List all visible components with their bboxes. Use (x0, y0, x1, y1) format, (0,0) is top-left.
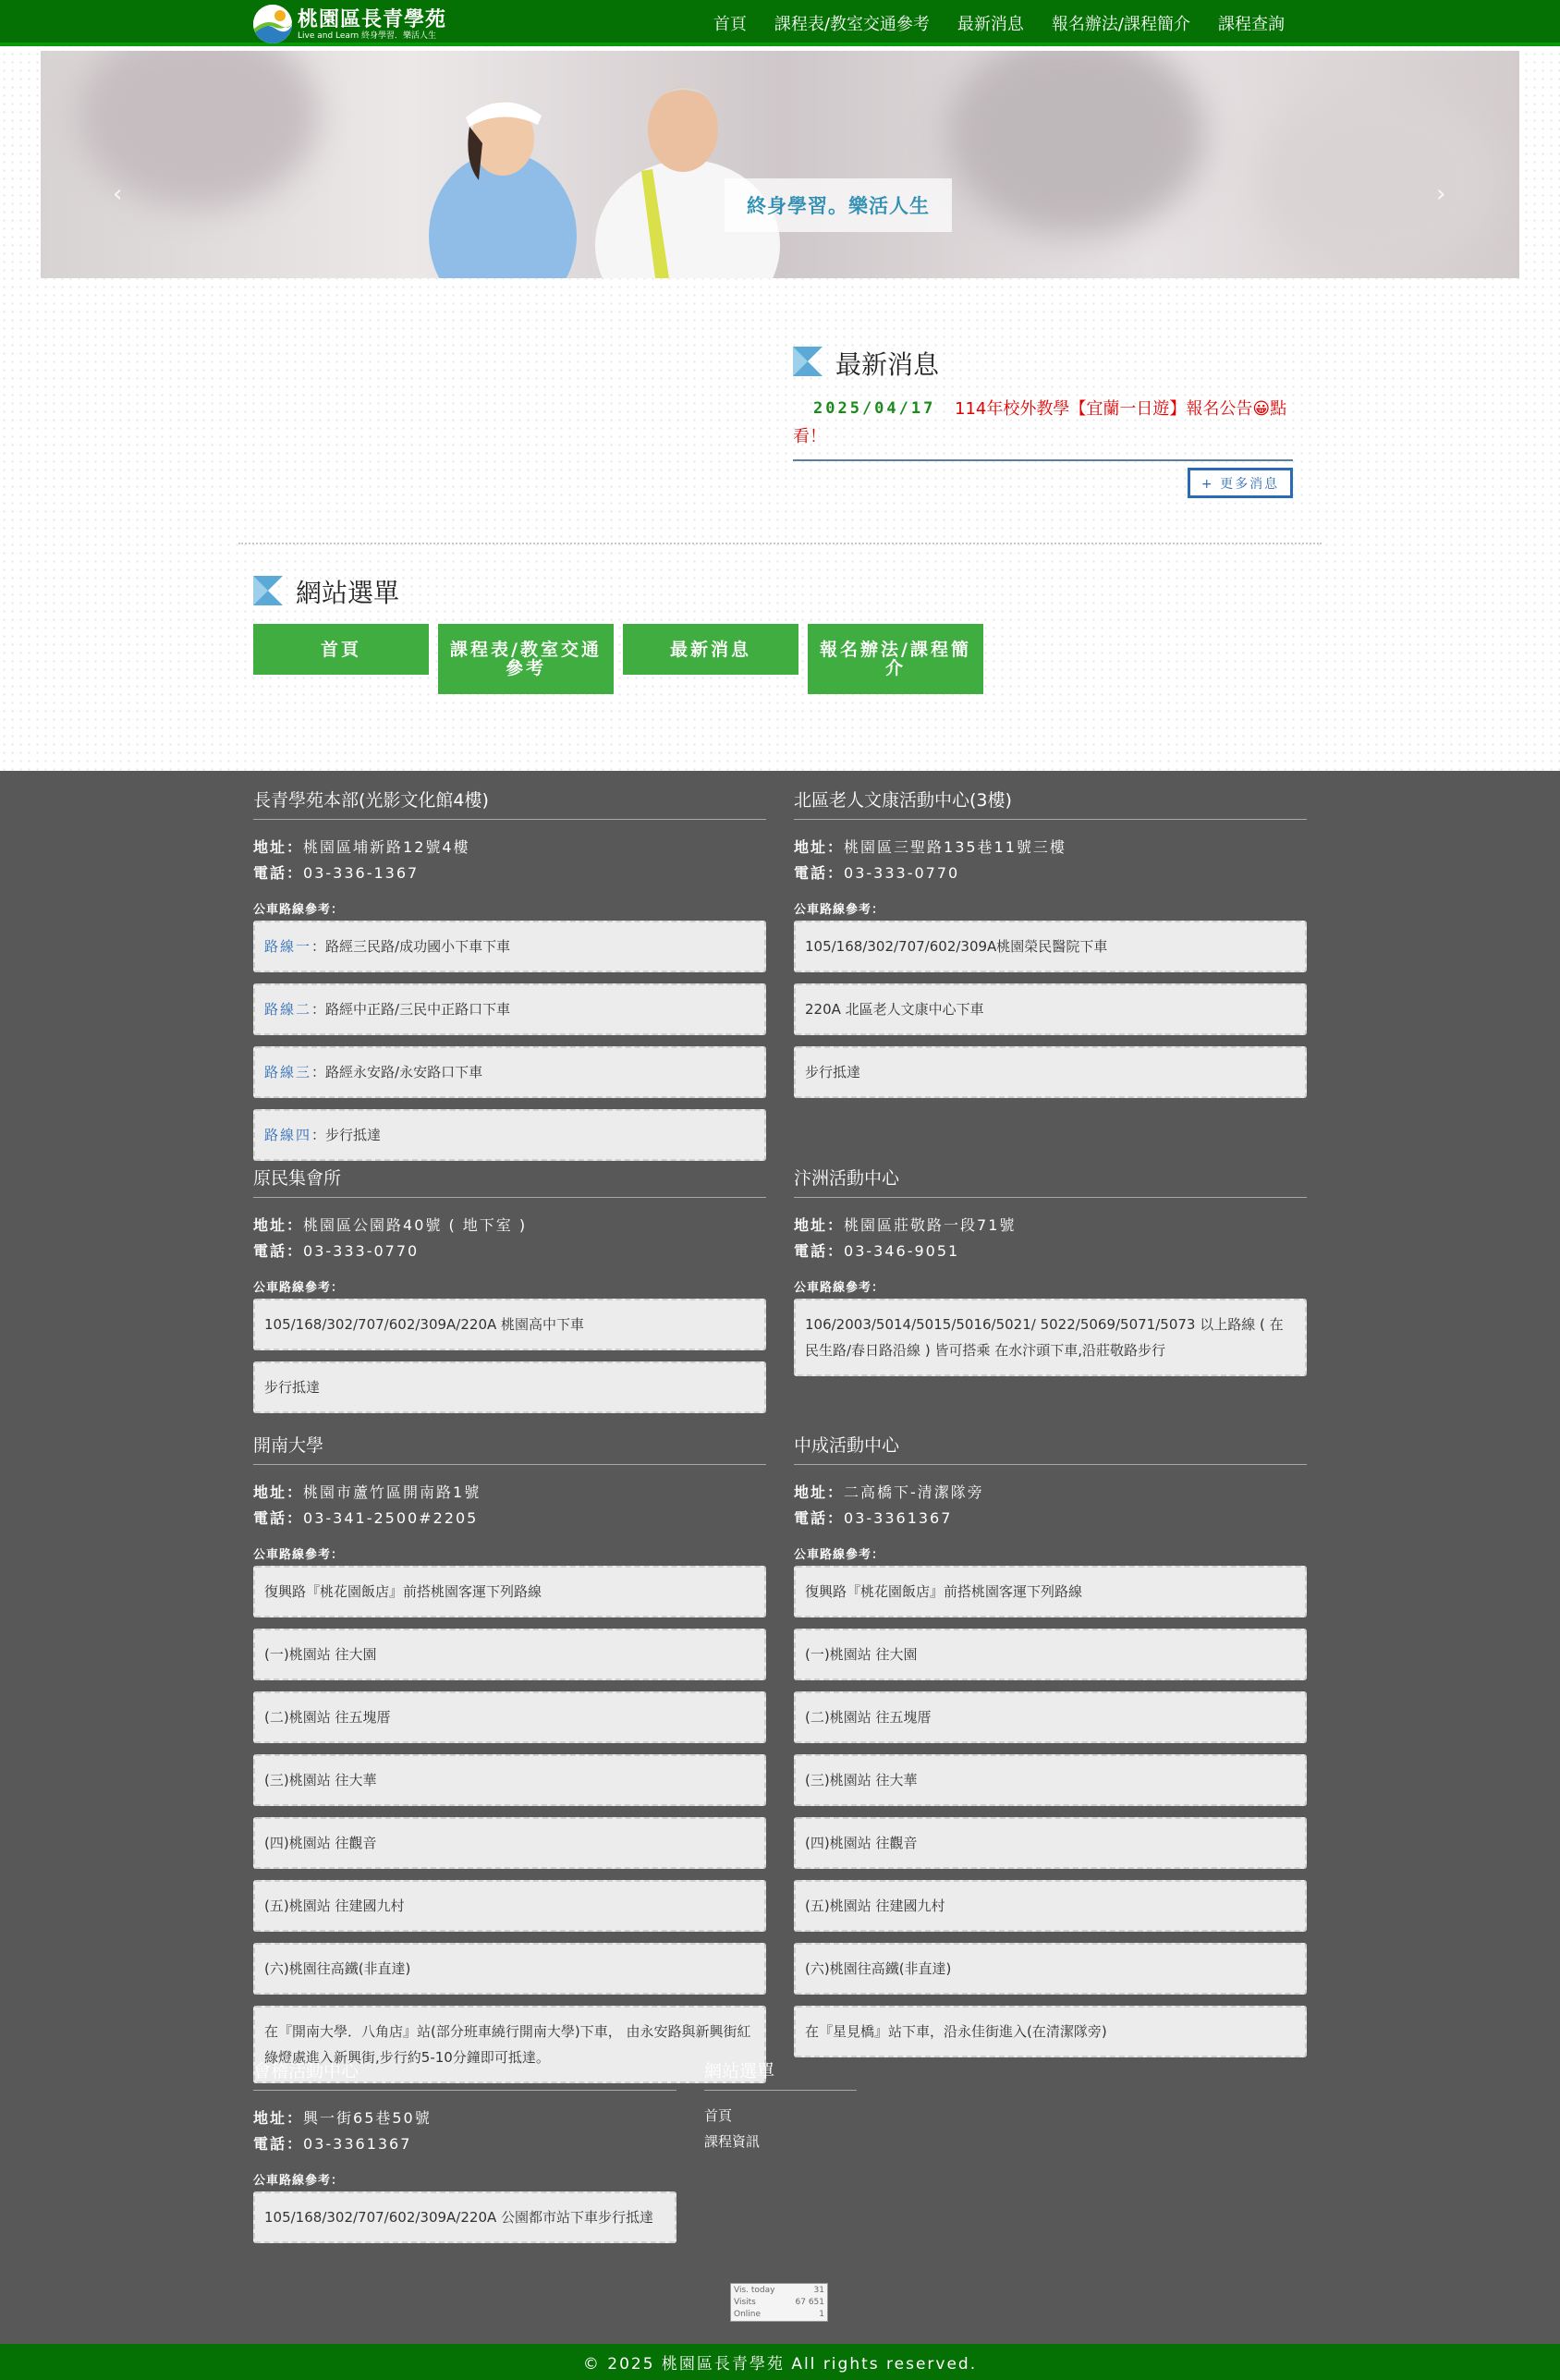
location-north (794, 787, 1307, 1109)
phone-value: 03-3361367 (844, 1509, 953, 1527)
copyright-bar: © 2025 桃園區長青學苑 All rights reserved. (0, 2344, 1560, 2380)
route-item: (二)桃園站 往五塊厝 (794, 1691, 1307, 1743)
route-item: 105/168/302/707/602/309A/220A 公園都市站下車步行抵達 (253, 2191, 676, 2243)
news-heading: 最新消息 (835, 349, 940, 380)
location-aboriginal (253, 1165, 766, 1424)
location-name: 長青學苑本部(光影文化館4樓) (253, 787, 766, 820)
location-kuaiji (253, 2057, 676, 2254)
bus-route-label: 公車路線參考： (794, 1281, 885, 1295)
route-item (253, 983, 766, 1035)
bus-route-label: 公車路線參考： (253, 1281, 345, 1295)
phone-value: 03-333-0770 (844, 864, 960, 882)
phone-value: 03-346-9051 (844, 1242, 960, 1260)
route-item: (五)桃園站 往建國九村 (253, 1880, 766, 1932)
location-name: 中成活動中心 (794, 1432, 1307, 1465)
address-label: 地址： (794, 1216, 845, 1234)
bus-route-label: 公車路線參考： (794, 903, 885, 917)
route-item: 105/168/302/707/602/309A/220A 桃園高中下車 (253, 1299, 766, 1350)
address-value: 桃園區三聖路135巷11號三樓 (844, 838, 1066, 856)
location-name: 北區老人文康活動中心(3樓) (794, 787, 1307, 820)
hero-bg-blur (946, 51, 1205, 236)
location-shuzhou (794, 1165, 1307, 1387)
location-info (253, 2105, 676, 2157)
location-info (253, 835, 766, 886)
phone-value: 03-3361367 (303, 2135, 412, 2153)
location-kainan (253, 1432, 766, 2094)
phone-label: 電話： (253, 864, 304, 882)
route-item (253, 1109, 766, 1161)
phone-label: 電話： (794, 1509, 845, 1527)
bus-route-label: 公車路線參考： (253, 1548, 345, 1562)
route-item: (六)桃園往高鐵(非直達) (794, 1943, 1307, 1995)
route-text: ：路經三民路/成功國小下車下車 (311, 938, 511, 955)
route-item: 步行抵達 (794, 1046, 1307, 1098)
location-info (253, 1213, 766, 1264)
menu-button-registration[interactable]: 報名辦法/課程簡介 (808, 624, 983, 694)
hero-photo-people (410, 51, 798, 278)
address-label: 地址： (253, 838, 304, 856)
route-key: 路線三 (264, 1064, 312, 1080)
location-zhongcheng (794, 1432, 1307, 2069)
hero-prev-arrow-icon[interactable]: ‹ (113, 180, 123, 208)
route-text: ：路經中正路/三民中正路口下車 (311, 1001, 511, 1018)
footer-link-course-info[interactable]: 課程資訊 (704, 2133, 761, 2150)
route-item: (六)桃園往高鐵(非直達) (253, 1943, 766, 1995)
phone-value: 03-333-0770 (303, 1242, 420, 1260)
news-flag-icon (793, 347, 823, 376)
news-divider (793, 459, 1293, 461)
bus-route-label: 公車路線參考： (794, 1548, 885, 1562)
route-item: 在『星見橋』站下車，沿永佳街進入(在清潔隊旁) (794, 2006, 1307, 2057)
route-item: (三)桃園站 往大華 (253, 1754, 766, 1806)
address-label: 地址： (253, 2109, 304, 2127)
counter-online-value: 1 (819, 2310, 824, 2319)
phone-value: 03-341-2500#2205 (303, 1509, 479, 1527)
route-item (253, 1046, 766, 1098)
route-text: ：路經永安路/永安路口下車 (311, 1064, 483, 1080)
menu-button-schedule[interactable]: 課程表/教室交通參考 (438, 624, 614, 694)
news-headline-link[interactable]: 114年校外教學【宜蘭一日遊】報名公告😀點看！ (793, 399, 1287, 446)
route-key: 路線四 (264, 1127, 312, 1143)
route-item: (一)桃園站 往大園 (794, 1629, 1307, 1680)
location-info (253, 1480, 766, 1532)
route-item (253, 921, 766, 972)
route-item: (四)桃園站 往觀音 (794, 1817, 1307, 1869)
nav-news[interactable]: 最新消息 (957, 15, 1024, 34)
location-info (794, 1480, 1307, 1532)
location-info (794, 835, 1307, 886)
footer-menu-heading: 網站選單 (704, 2057, 857, 2091)
route-key: 路線一 (264, 938, 312, 955)
bus-route-label: 公車路線參考： (253, 903, 345, 917)
address-value: 二高橋下-清潔隊旁 (844, 1483, 984, 1501)
logo-title: 桃園區長青學苑 (298, 8, 447, 31)
more-news-button[interactable]: + 更多消息 (1188, 468, 1293, 498)
menu-button-news[interactable]: 最新消息 (623, 624, 798, 675)
location-name: 原民集會所 (253, 1165, 766, 1198)
route-item: 步行抵達 (253, 1361, 766, 1413)
route-text: ：步行抵達 (311, 1127, 382, 1143)
route-item: (五)桃園站 往建國九村 (794, 1880, 1307, 1932)
route-item: 105/168/302/707/602/309A桃園榮民醫院下車 (794, 921, 1307, 972)
address-value: 桃園區埔新路12號4樓 (303, 838, 470, 856)
top-navbar (0, 0, 1560, 46)
counter-online-label: Online (734, 2310, 762, 2319)
route-item: (三)桃園站 往大華 (794, 1754, 1307, 1806)
nav-schedule[interactable]: 課程表/教室交通參考 (774, 15, 930, 34)
address-label: 地址： (253, 1483, 304, 1501)
route-item: (二)桃園站 往五塊厝 (253, 1691, 766, 1743)
counter-visits-value: 67 651 (795, 2298, 824, 2307)
phone-label: 電話： (253, 2135, 304, 2153)
route-item: 復興路『桃花園飯店』前搭桃園客運下列路線 (794, 1566, 1307, 1617)
bus-route-label: 公車路線參考： (253, 2174, 345, 2188)
location-name: 汴洲活動中心 (794, 1165, 1307, 1198)
logo-subtitle: Live and Learn 終身學習．樂活人生 (298, 31, 437, 41)
location-hq (253, 787, 766, 1172)
route-item: 220A 北區老人文康中心下車 (794, 983, 1307, 1035)
footer-link-home[interactable]: 首頁 (704, 2107, 733, 2124)
main-nav (700, 0, 1298, 46)
hero-next-arrow-icon[interactable]: › (1436, 180, 1446, 208)
logo-badge-icon (253, 5, 292, 43)
address-value: 興一街65巷50號 (303, 2109, 432, 2127)
route-item: 在『開南大學．八角店』站(部分班車繞行開南大學)下車， 由永安路與新興街紅綠燈處進入新興街,步行約5-10分鐘即可抵達。 (253, 2006, 766, 2083)
phone-label: 電話： (253, 1509, 304, 1527)
address-value: 桃園區公園路40號 ( 地下室 ) (303, 1216, 528, 1234)
location-info (794, 1213, 1307, 1264)
counter-today-value: 31 (813, 2286, 824, 2295)
phone-label: 電話： (794, 864, 845, 882)
news-date: 2025/04/17 (813, 399, 936, 418)
phone-label: 電話： (794, 1242, 845, 1260)
location-name: 開南大學 (253, 1432, 766, 1465)
counter-today-label: Vis. today (734, 2286, 775, 2295)
address-value: 桃園市蘆竹區開南路1號 (303, 1483, 481, 1501)
hero-banner (41, 51, 1519, 278)
phone-value: 03-336-1367 (303, 864, 420, 882)
section-divider (238, 543, 1322, 544)
route-key: 路線二 (264, 1001, 312, 1018)
address-label: 地址： (794, 1483, 845, 1501)
route-item: (一)桃園站 往大園 (253, 1629, 766, 1680)
hero-bg-blur (1261, 88, 1501, 273)
menu-button-home[interactable]: 首頁 (253, 624, 429, 675)
footer-site-menu (704, 2057, 857, 2154)
counter-visits-label: Visits (734, 2298, 756, 2307)
route-item: (四)桃園站 往觀音 (253, 1817, 766, 1869)
nav-home[interactable]: 首頁 (713, 15, 747, 34)
address-value: 桃園區莊敬路一段71號 (844, 1216, 1017, 1234)
phone-label: 電話： (253, 1242, 304, 1260)
address-label: 地址： (794, 838, 845, 856)
location-name: 會稽活動中心 (253, 2057, 676, 2091)
hero-caption: 終身學習。樂活人生 (725, 178, 952, 232)
address-label: 地址： (253, 1216, 304, 1234)
visit-counter-widget (730, 2283, 828, 2322)
nav-course-search[interactable]: 課程查詢 (1218, 15, 1285, 34)
nav-registration[interactable]: 報名辦法/課程簡介 (1051, 15, 1190, 34)
route-item: 106/2003/5014/5015/5016/5021/ 5022/5069/5071/5073 以上路線 ( 在民生路/春日路沿線 ) 皆可搭乘 在水汴頭下車,沿莊敬路步行 (794, 1299, 1307, 1376)
route-item: 復興路『桃花園飯店』前搭桃園客運下列路線 (253, 1566, 766, 1617)
site-menu-flag-icon (253, 576, 283, 605)
site-logo[interactable] (253, 4, 466, 43)
site-menu-heading: 網站選單 (296, 578, 400, 608)
